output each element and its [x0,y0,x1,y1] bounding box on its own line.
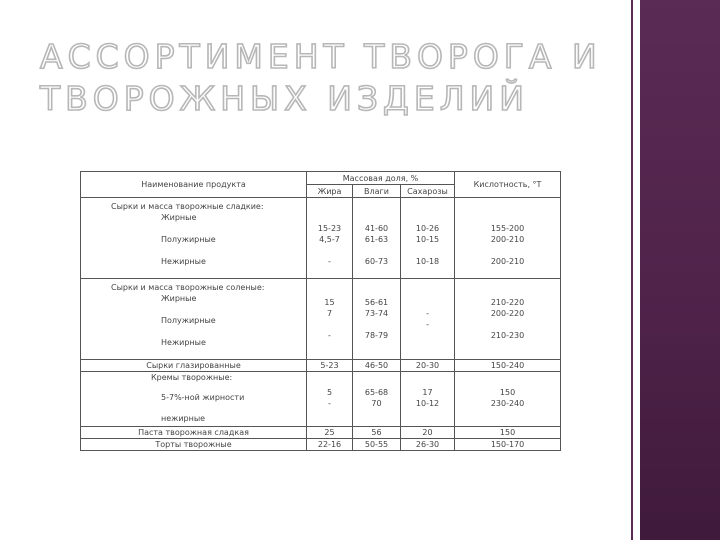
table-row [81,439,561,451]
slide-title [40,36,620,120]
header-moisture: Влаги [353,185,401,198]
cell-fat: 25 [307,427,353,439]
row-name: Полужирные [161,235,216,244]
cell-sucrose: 17 [422,388,433,397]
cell-fat: 5 [326,388,333,397]
cell-fat: 22-16 [307,439,353,451]
cell-acidity: 200-220 [490,309,525,318]
row-name: Сырки глазированные [81,360,307,372]
table-row [81,198,561,279]
cell-fat: - [328,257,331,266]
table-row [81,360,561,372]
cell-acidity: 150-170 [455,439,561,451]
table-row [81,427,561,439]
cell-moisture: 60-73 [364,257,389,266]
assortment-table [80,171,561,451]
row-name: Жирные [161,213,197,222]
cell-moisture: 41-60 [364,224,389,233]
cell-moisture: 78-79 [364,331,389,340]
header-sucrose: Сахарозы [401,185,455,198]
group-title: Сырки и масса творожные соленые: [111,283,265,292]
cell-sucrose: 10-12 [415,399,440,408]
cell-acidity: 200-210 [490,235,525,244]
cell-sucrose [403,297,452,308]
cell-moisture: 65-68 [364,388,389,397]
group-title: Сырки и масса творожные сладкие: [111,202,264,211]
cell-acidity: 210-220 [490,298,525,307]
cell-acidity: 150 [499,388,516,397]
header-acidity: Кислотность, °Т [455,172,561,198]
header-mass-fraction: Массовая доля, % [307,172,455,185]
table-row [81,279,561,360]
cell-fat: - [328,331,331,340]
cell-sucrose: 10-18 [415,257,440,266]
cell-fat: 15 [324,298,335,307]
cell-moisture: 46-50 [353,360,401,372]
cell-acidity: 200-210 [490,257,525,266]
row-name: Паста творожная сладкая [81,427,307,439]
row-name: Жирные [161,294,197,303]
cell-acidity: 150-240 [455,360,561,372]
title-line-2: ТВОРОЖНЫХ ИЗДЕЛИЙ [40,79,529,118]
cell-sucrose: 10-15 [415,235,440,244]
cell-sucrose: 10-26 [415,224,440,233]
cell-fat: 4,5-7 [319,235,340,244]
cell-moisture: 73-74 [364,309,389,318]
row-name: Полужирные [161,316,216,325]
cell-moisture: 70 [371,399,382,408]
cell-acidity: 155-200 [490,224,525,233]
cell-fat: 5-23 [307,360,353,372]
row-name: 5-7%-ной жирности [161,393,245,402]
side-decor-bar [640,0,720,540]
cell-sucrose: - [426,320,429,329]
cell-acidity: 210-230 [490,331,525,340]
side-divider [631,0,633,540]
assortment-table-image [80,171,560,462]
cell-acidity: 230-240 [490,399,525,408]
cell-fat: - [328,399,331,408]
group-title: Кремы творожные: [151,373,233,382]
row-name: Торты творожные [81,439,307,451]
header-name: Наименование продукта [81,172,307,198]
cell-moisture: 56 [353,427,401,439]
cell-fat: 15-23 [317,224,342,233]
row-name: Нежирные [161,338,206,347]
cell-fat: 7 [326,309,333,318]
row-name: нежирные [161,414,206,423]
cell-moisture: 50-55 [353,439,401,451]
cell-acidity: 150 [455,427,561,439]
cell-sucrose: 20 [401,427,455,439]
row-name: Нежирные [161,257,206,266]
cell-sucrose: 26-30 [401,439,455,451]
title-line-1: АССОРТИМЕНТ ТВОРОГА И [40,37,602,76]
cell-moisture: 61-63 [364,235,389,244]
cell-sucrose: - [426,309,429,318]
header-fat: Жира [307,185,353,198]
cell-sucrose: 20-30 [401,360,455,372]
table-row [81,372,561,427]
cell-moisture: 56-61 [364,298,389,307]
